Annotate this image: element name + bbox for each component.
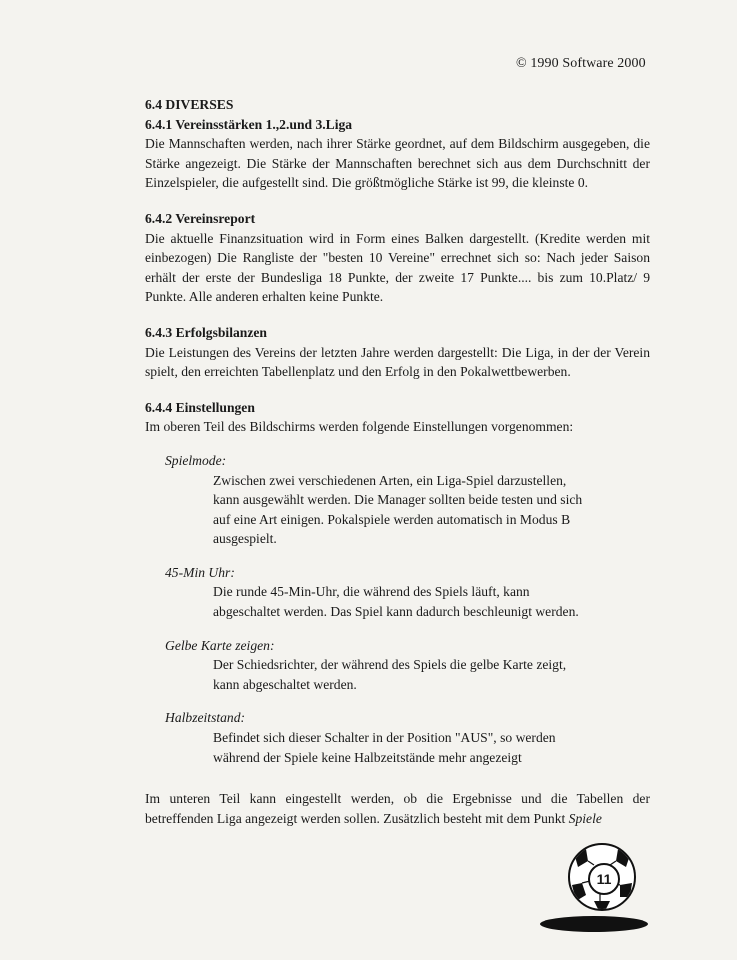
soccer-ball-icon: [568, 843, 636, 911]
setting-term-uhr: 45-Min Uhr:: [165, 564, 235, 580]
closing-italic: Spiele: [568, 810, 602, 826]
page-content: [145, 95, 650, 828]
setting-term-gelbe-karte: Gelbe Karte zeigen:: [165, 637, 275, 653]
setting-desc-uhr: Die runde 45-Min-Uhr, die während des Spiels läuft, kann abgeschaltet werden. Das Spiel kann dadurch beschleunigt werden.: [213, 584, 579, 620]
subsection-title-642: 6.4.2 Vereinsreport: [145, 210, 256, 226]
subsection-title-644: 6.4.4 Einstellungen: [145, 399, 255, 415]
page-number-badge: [540, 838, 660, 938]
ball-shadow: [540, 916, 648, 932]
setting-desc-spielmode: Zwischen zwei verschiedenen Arten, ein Liga-Spiel darzustellen, kann ausgewählt werden. Die Manager sollten beide testen und sich auf eine Art einigen. Pokalspiele werden automatisch in Modus B ausgespielt.: [213, 472, 583, 547]
setting-term-halbzeitstand: Halbzeitstand:: [165, 710, 246, 726]
setting-term-spielmode: Spielmode:: [165, 452, 227, 468]
setting-desc-gelbe-karte: Der Schiedsrichter, der während des Spiels die gelbe Karte zeigt, kann abgeschaltet werden.: [213, 657, 567, 692]
subsection-title-643: 6.4.3 Erfolgsbilanzen: [145, 324, 267, 340]
subsection-text-643: Die Leistungen des Vereins der letzten Jahre werden dargestellt: Die Liga, in der der Verein spielt, den erreichten Tabellenplatz und den Erfolg in den Pokalwettbewerben.: [145, 344, 650, 380]
subsection-text-644: Im oberen Teil des Bildschirms werden folgende Einstellungen vorgenommen:: [145, 419, 574, 435]
subsection-text-642: Die aktuelle Finanzsituation wird in Form eines Balken dargestellt. (Kredite werden mit einbezogen) Die Rangliste der "besten 10 Vereine" errechnet sich so: Nach jeder Saison erhält der erste der Bundesliga 18 Punkte, der zweite 17 Punkte.... bis zum 10.Platz/ 9 Punkte. Alle anderen erhalten keine Punkte.: [145, 230, 650, 305]
page-number: 11: [588, 863, 620, 895]
setting-desc-halbzeitstand: Befindet sich dieser Schalter in der Position "AUS", so werden während der Spiele keine Halbzeitstände mehr angezeigt: [213, 730, 556, 765]
copyright-notice: © 1990 Software 2000: [516, 56, 646, 71]
closing-text: Im unteren Teil kann eingestellt werden, ob die Ergebnisse und die Tabellen der betreffenden Liga angezeigt werden sollen. Zusätzlich besteht mit dem Punkt: [145, 791, 650, 826]
subsection-title-641: 6.4.1 Vereinsstärken 1.,2.und 3.Liga: [145, 116, 353, 132]
closing-paragraph: [145, 789, 650, 828]
section-title: 6.4 DIVERSES: [145, 97, 234, 112]
subsection-text-641: Die Mannschaften werden, nach ihrer Stärke geordnet, auf dem Bildschirm ausgegeben, die Stärke angezeigt. Die Stärke der Mannschaften berechnet sich aus dem Durchschnitt der Einzelspieler, die aufgestellt sind. Die größtmögliche Stärke ist 99, die kleinste 0.: [145, 136, 650, 191]
